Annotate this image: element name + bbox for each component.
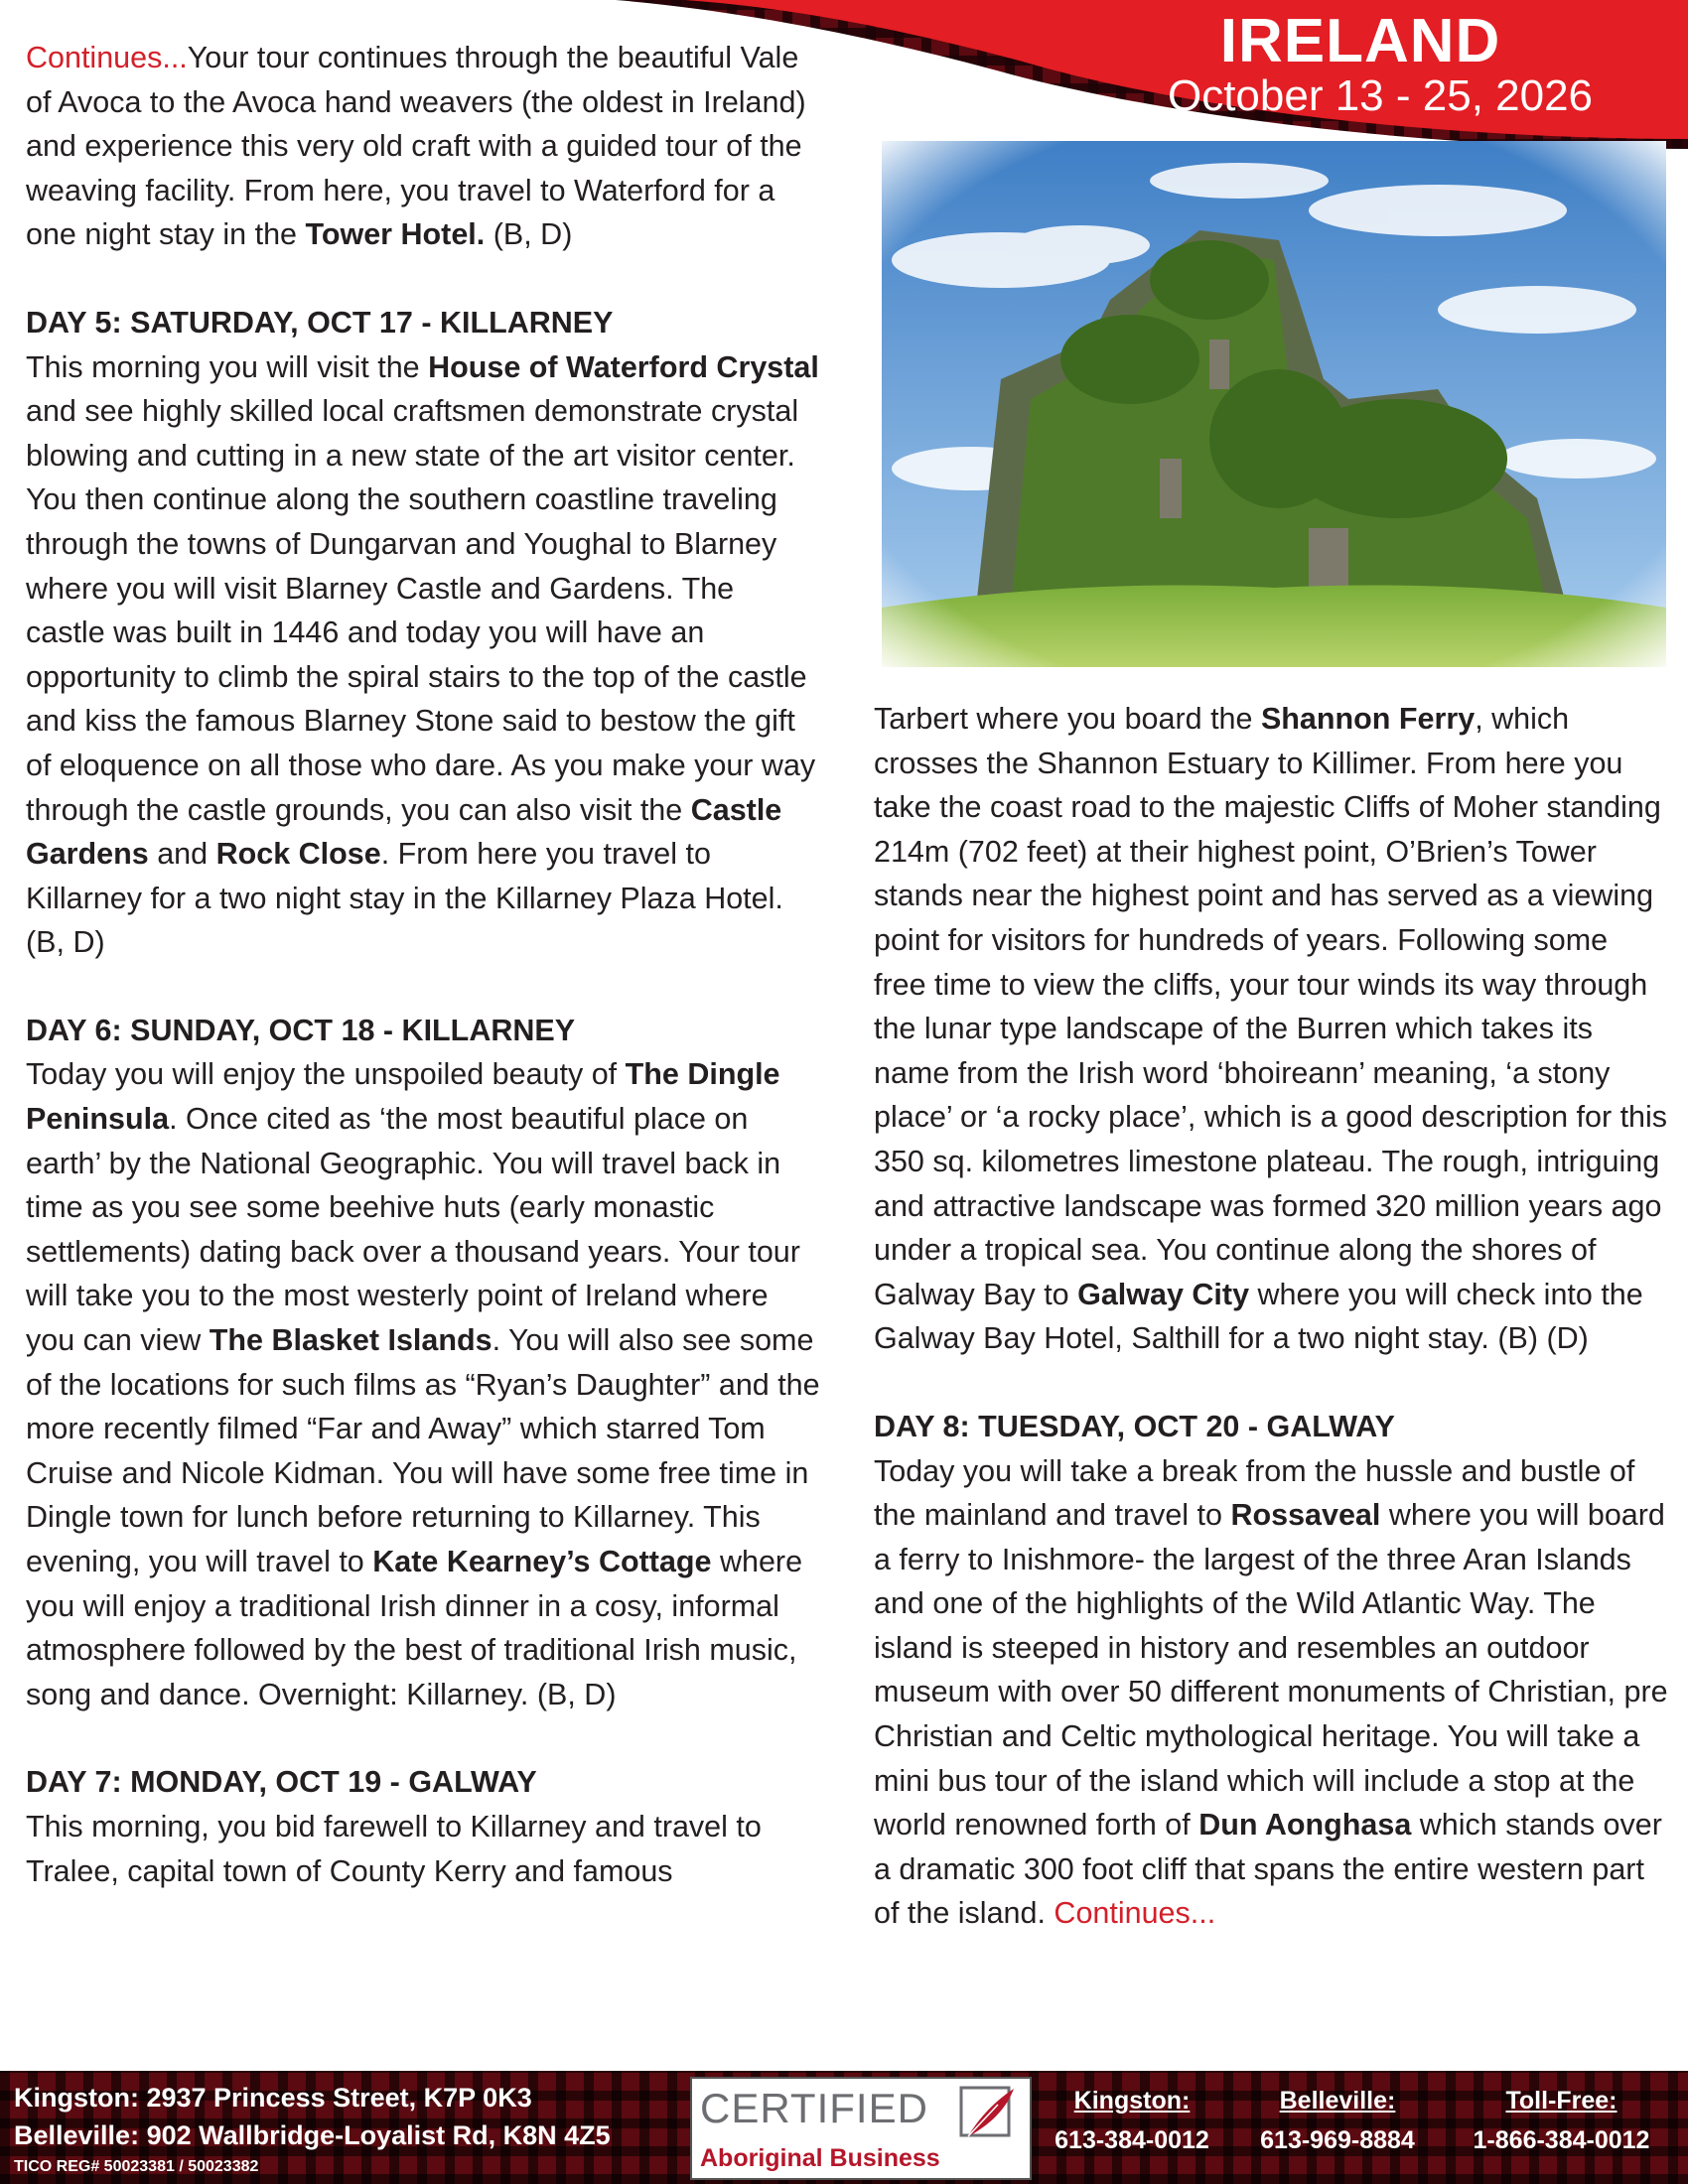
- footer-bar: [0, 2071, 1688, 2184]
- castle-photo: [882, 141, 1666, 667]
- day6-heading: DAY 6: SUNDAY, OCT 18 - KILLARNEY: [26, 1013, 576, 1047]
- tower-hotel: Tower Hotel.: [305, 217, 486, 252]
- cert-subtitle: Aboriginal Business: [700, 2144, 940, 2172]
- day5-paragraph: This morning you will visit the House of Waterford Crystal and see highly skilled local craftsmen demonstrate crystal blowing and cutting in a new state of the art visitor center. You then continue along the southern coastline traveling through the towns of Dungarvan and Youghal to Blarney where you will visit Blarney Castle and Gardens. The castle was built in 1446 and today you will have an opportunity to climb the spiral stairs to the top of the castle and kiss the famous Blarney Stone said to bestow the gift of eloquence on all those who dare. As you make your way through the castle grounds, you can also visit the Castle Gardens and Rock Close. From here you travel to Killarney for a two night stay in the Killarney Plaza Hotel. (B, D): [26, 349, 819, 960]
- cont-paragraph: Tarbert where you board the Shannon Ferry, which crosses the Shannon Estuary to Killimer. From here you take the coast road to the majestic Cliffs of Moher standing 214m (702 feet) at their highest point, O’Brien’s Tower stands near the highest point and has served as a viewing point for visitors for hundreds of years. Following some free time to view the cliffs, your tour winds its way through the lunar type landscape of the Burren which takes its name from the Irish word ‘bhoireann’ meaning, ‘a stony place’ or ‘a rocky place’, which is a good description for this 350 sq. kilometres limestone plateau. The rough, intriguing and attractive landscape was formed 320 million years ago under a tropical sea. You continue along the shores of Galway Bay to Galway City where you will check into the Galway Bay Hotel, Salthill for a two night stay. (B) (D): [874, 702, 1668, 1356]
- addresses: [14, 2079, 611, 2154]
- continues-link[interactable]: Continues...: [1054, 1896, 1216, 1931]
- left-column: [26, 36, 820, 1893]
- day5-heading: DAY 5: SATURDAY, OCT 17 - KILLARNEY: [26, 305, 614, 340]
- phone-belleville: Belleville: 613-969-8884: [1243, 2081, 1432, 2160]
- belleville-address: Belleville: 902 Wallbridge-Loyalist Rd, K8N 4Z5: [14, 2120, 611, 2150]
- phone-number-belleville[interactable]: 613-969-8884: [1260, 2126, 1415, 2154]
- kingston-address: Kingston: 2937 Princess Street, K7P 0K3: [14, 2083, 532, 2113]
- right-column: [874, 697, 1668, 1936]
- intro-paragraph: Continues...Your tour continues through the beautiful Vale of Avoca to the Avoca hand weavers (the oldest in Ireland) and experience this very old craft with a guided tour of the weaving facility. From here, you travel to Waterford for a one night stay in the Tower Hotel. (B, D): [26, 41, 806, 252]
- phone-kingston: Kingston: 613-384-0012: [1043, 2081, 1221, 2160]
- day7-paragraph: This morning, you bid farewell to Killarney and travel to Tralee, capital town of County Kerry and famous: [26, 1809, 762, 1888]
- day6-paragraph: Today you will enjoy the unspoiled beauty of The Dingle Peninsula. Once cited as ‘the most beautiful place on earth’ by the National Geographic. You will travel back in time as you see some beehive huts (early monastic settlements) dating back over a thousand years. Your tour will take you to the most westerly point of Ireland where you can view The Blasket Islands. You will also see some of the locations for such films as “Ryan’s Daughter” and the more recently filmed “Far and Away” which starred Tom Cruise and Nicole Kidman. You will have some free time in Dingle town for lunch before returning to Killarney. This evening, you will travel to Kate Kearney’s Cottage where you will enjoy a traditional Irish dinner in a cosy, informal atmosphere followed by the best of traditional Irish music, song and dance. Overnight: Killarney. (B, D): [26, 1057, 820, 1711]
- phone-number-toll-free[interactable]: 1-866-384-0012: [1473, 2126, 1650, 2154]
- cert-title: CERTIFIED: [700, 2085, 928, 2131]
- tico-registration: TICO REG# 50023381 / 50023382: [14, 2158, 259, 2175]
- phone-number-kingston[interactable]: 613-384-0012: [1055, 2126, 1209, 2154]
- continues-label: Continues...: [26, 41, 188, 74]
- certified-aboriginal-badge: [690, 2077, 1032, 2180]
- tour-dates: October 13 - 25, 2026: [1167, 71, 1594, 120]
- day8-paragraph: Today you will take a break from the hussle and bustle of the mainland and travel to Rossaveal where you will board a ferry to Inishmore- the largest of the three Aran Islands and one of the highlights of the Wild Atlantic Way. The island is steeped in history and resembles an outdoor museum with over 50 different monuments of Christian, pre Christian and Celtic mythological heritage. You will take a mini bus tour of the island which will include a stop at the world renowned forth of Dun Aonghasa which stands over a dramatic 300 foot cliff that spans the entire western part of the island. Continues...: [874, 1453, 1668, 1931]
- day8-heading: DAY 8: TUESDAY, OCT 20 - GALWAY: [874, 1409, 1395, 1443]
- destination-title: IRELAND: [1219, 7, 1501, 75]
- day7-heading: DAY 7: MONDAY, OCT 19 - GALWAY: [26, 1765, 537, 1800]
- feather-icon: [958, 2085, 1018, 2144]
- phone-toll-free: Toll-Free: 1-866-384-0012: [1445, 2081, 1678, 2160]
